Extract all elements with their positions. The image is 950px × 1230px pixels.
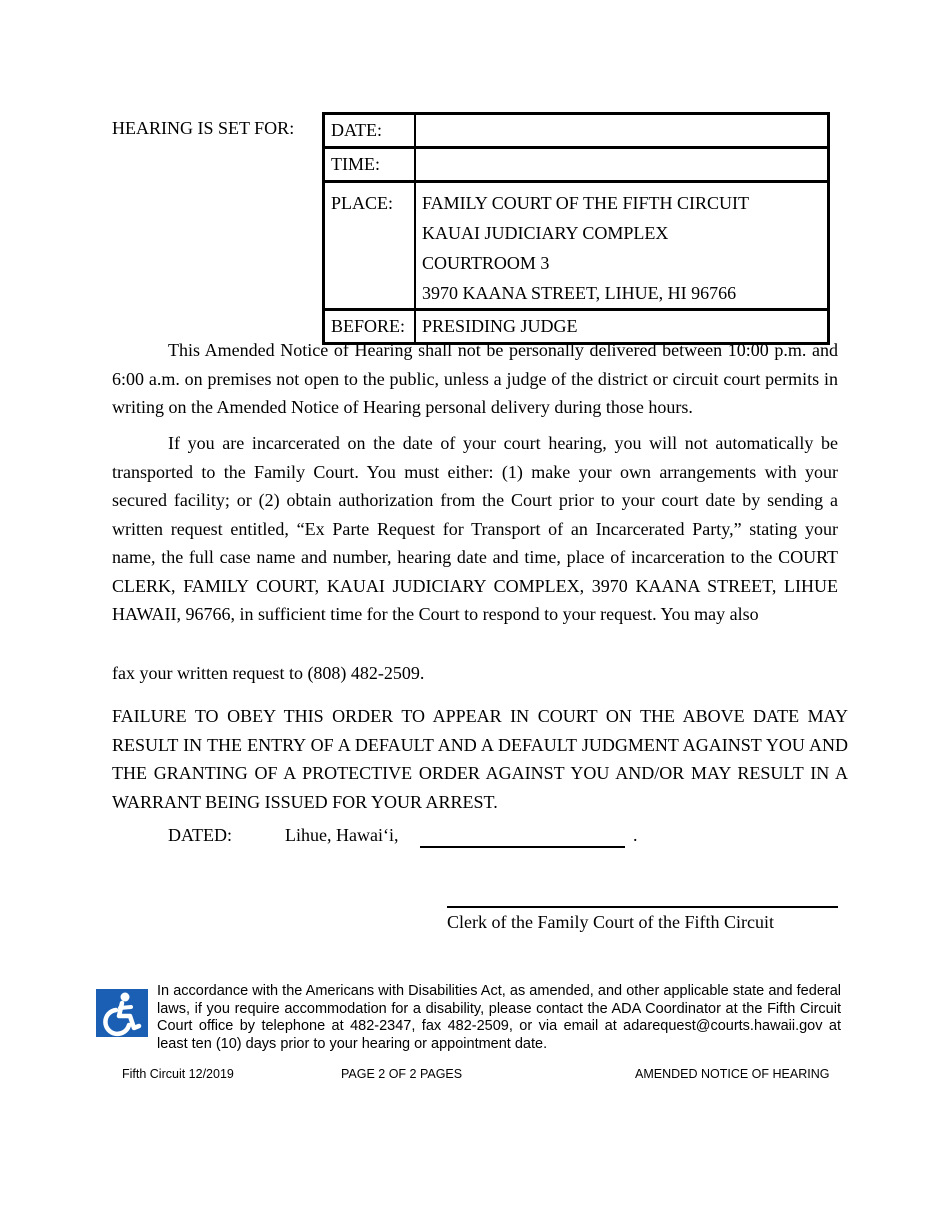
place-line: FAMILY COURT OF THE FIFTH CIRCUIT: [422, 193, 749, 213]
clerk-caption: Clerk of the Family Court of the Fifth Circuit: [447, 912, 774, 932]
time-label: TIME:: [324, 148, 416, 182]
dated-row: [168, 825, 398, 846]
accessibility-icon: [96, 989, 148, 1037]
place-value: [415, 182, 829, 310]
place-line: COURTROOM 3: [422, 253, 550, 273]
date-row: [324, 114, 829, 148]
date-value: [415, 114, 829, 148]
fax-paragraph: fax your written request to (808) 482-2509.: [112, 663, 425, 683]
ada-notice: In accordance with the Americans with Disabilities Act, as amended, and other applicable state and federal laws, if you require accommodation for a disability, please contact the ADA Coordinator at the Fifth Circuit Court office by telephone at 482-2347, fax 482-2509, or via email at adarequest@courts.hawaii.gov at least ten (10) days prior to your hearing or appointment date.: [157, 983, 841, 1052]
time-row: [324, 148, 829, 182]
warning-paragraph: FAILURE TO OBEY THIS ORDER TO APPEAR IN COURT ON THE ABOVE DATE MAY RESULT IN THE ENTRY OF A DEFAULT AND A DEFAULT JUDGMENT AGAINST YOU AND THE GRANTING OF A PROTECTIVE ORDER AGAINST YOU AND/OR MAY RESULT IN A WARRANT BEING ISSUED FOR YOUR ARREST.: [112, 706, 848, 812]
place-label: PLACE:: [324, 182, 416, 310]
time-value: [415, 148, 829, 182]
dated-label: DATED:: [168, 825, 232, 845]
before-value: PRESIDING JUDGE: [415, 310, 829, 344]
date-label: DATE:: [324, 114, 416, 148]
delivery-paragraph: This Amended Notice of Hearing shall not be personally delivered between 10:00 p.m. and 6:00 a.m. on premises not open to the public, unless a judge of the district or circuit court permits in writing on the Amended Notice of Hearing personal delivery during those hours.: [112, 340, 838, 417]
date-signature-line: [420, 846, 625, 848]
place-line: KAUAI JUDICIARY COMPLEX: [422, 223, 669, 243]
place-line: 3970 KAANA STREET, LIHUE, HI 96766: [422, 283, 737, 303]
footer-document-title: AMENDED NOTICE OF HEARING: [635, 1067, 830, 1081]
dated-period: .: [633, 825, 638, 845]
hearing-details-table: [322, 112, 830, 345]
place-row: [324, 182, 829, 310]
footer-form-version: Fifth Circuit 12/2019: [122, 1067, 234, 1081]
dated-place: Lihue, Hawai‘i,: [285, 825, 399, 845]
clerk-signature-line: [447, 906, 838, 908]
footer-page-number: PAGE 2 OF 2 PAGES: [341, 1067, 463, 1081]
hearing-set-for-label: HEARING IS SET FOR:: [112, 118, 295, 138]
before-label: BEFORE:: [324, 310, 416, 344]
incarcerated-paragraph: If you are incarcerated on the date of your court hearing, you will not automatically be transported to the Family Court. You must either: (1) make your own arrangements with your secured facility; or (2) obtain authorization from the Court prior to your court date by sending a written request entitled, “Ex Parte Request for Transport of an Incarcerated Party,” stating your name, the full case name and number, hearing date and time, place of incarceration to the COURT CLERK, FAMILY COURT, KAUAI JUDICIARY COMPLEX, 3970 KAANA STREET, LIHUE HAWAII, 96766, in sufficient time for the Court to respond to your request. You may also: [112, 433, 838, 624]
